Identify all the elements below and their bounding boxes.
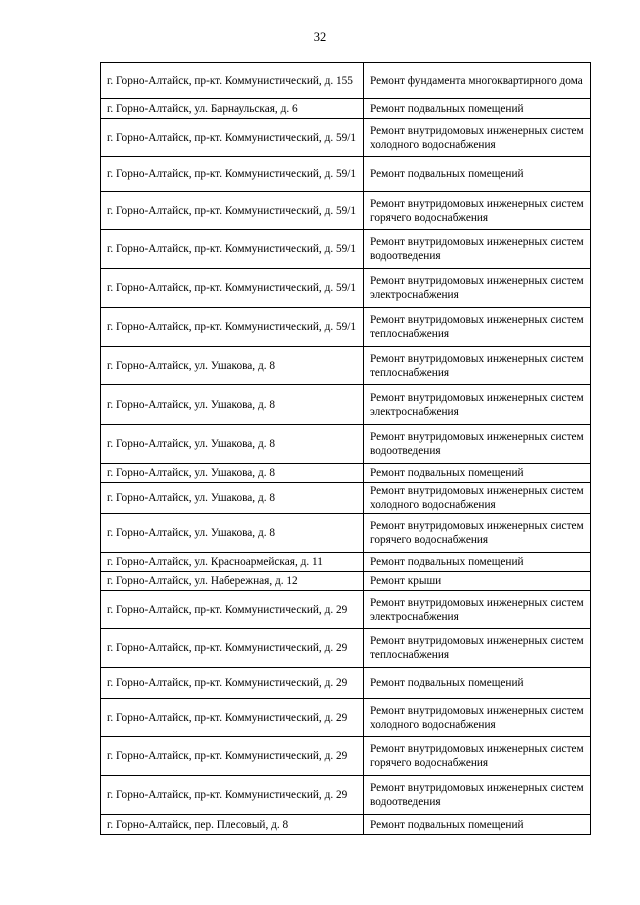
work-cell: Ремонт внутридомовых инженерных систем холодного водоснабжения xyxy=(364,483,591,514)
table-row xyxy=(101,63,591,99)
table-row xyxy=(101,157,591,192)
table-row xyxy=(101,308,591,347)
address-cell: г. Горно-Алтайск, пр-кт. Коммунистический, д. 59/1 xyxy=(101,157,364,192)
table-row xyxy=(101,815,591,835)
address-cell: г. Горно-Алтайск, пр-кт. Коммунистический, д. 59/1 xyxy=(101,192,364,230)
work-cell: Ремонт внутридомовых инженерных систем теплоснабжения xyxy=(364,629,591,668)
work-cell: Ремонт внутридомовых инженерных систем электроснабжения xyxy=(364,591,591,629)
table-row xyxy=(101,269,591,308)
address-cell: г. Горно-Алтайск, ул. Ушакова, д. 8 xyxy=(101,514,364,553)
table-row xyxy=(101,553,591,572)
work-cell: Ремонт внутридомовых инженерных систем холодного водоснабжения xyxy=(364,119,591,157)
work-cell: Ремонт внутридомовых инженерных систем горячего водоснабжения xyxy=(364,514,591,553)
address-cell: г. Горно-Алтайск, ул. Ушакова, д. 8 xyxy=(101,347,364,385)
address-cell: г. Горно-Алтайск, пр-кт. Коммунистический, д. 29 xyxy=(101,591,364,629)
page-number: 32 xyxy=(313,30,327,44)
table-body xyxy=(101,63,591,835)
work-cell: Ремонт внутридомовых инженерных систем горячего водоснабжения xyxy=(364,737,591,776)
work-cell: Ремонт подвальных помещений xyxy=(364,553,591,572)
address-cell: г. Горно-Алтайск, ул. Ушакова, д. 8 xyxy=(101,425,364,464)
table-row xyxy=(101,699,591,737)
table-row xyxy=(101,192,591,230)
table-row xyxy=(101,629,591,668)
table-row xyxy=(101,385,591,425)
table-row xyxy=(101,99,591,119)
address-cell: г. Горно-Алтайск, пр-кт. Коммунистический, д. 59/1 xyxy=(101,308,364,347)
address-cell: г. Горно-Алтайск, ул. Ушакова, д. 8 xyxy=(101,385,364,425)
work-cell: Ремонт внутридомовых инженерных систем электроснабжения xyxy=(364,385,591,425)
work-cell: Ремонт подвальных помещений xyxy=(364,668,591,699)
address-cell: г. Горно-Алтайск, ул. Ушакова, д. 8 xyxy=(101,483,364,514)
address-cell: г. Горно-Алтайск, пр-кт. Коммунистический, д. 29 xyxy=(101,737,364,776)
address-cell: г. Горно-Алтайск, ул. Красноармейская, д. 11 xyxy=(101,553,364,572)
table-row xyxy=(101,737,591,776)
address-cell: г. Горно-Алтайск, пр-кт. Коммунистический, д. 29 xyxy=(101,699,364,737)
table-row xyxy=(101,514,591,553)
address-cell: г. Горно-Алтайск, ул. Ушакова, д. 8 xyxy=(101,464,364,483)
work-cell: Ремонт подвальных помещений xyxy=(364,815,591,835)
address-cell: г. Горно-Алтайск, пр-кт. Коммунистический, д. 29 xyxy=(101,629,364,668)
work-cell: Ремонт внутридомовых инженерных систем горячего водоснабжения xyxy=(364,192,591,230)
table-row xyxy=(101,483,591,514)
repair-work-table xyxy=(100,62,591,835)
address-cell: г. Горно-Алтайск, пр-кт. Коммунистический, д. 29 xyxy=(101,668,364,699)
table-row xyxy=(101,347,591,385)
table-row xyxy=(101,776,591,815)
work-cell: Ремонт внутридомовых инженерных систем водоотведения xyxy=(364,230,591,269)
work-cell: Ремонт фундамента многоквартирного дома xyxy=(364,63,591,99)
table-row xyxy=(101,119,591,157)
table-row xyxy=(101,464,591,483)
table-row xyxy=(101,572,591,591)
work-cell: Ремонт внутридомовых инженерных систем водоотведения xyxy=(364,776,591,815)
work-cell: Ремонт крыши xyxy=(364,572,591,591)
table-row xyxy=(101,425,591,464)
work-cell: Ремонт внутридомовых инженерных систем теплоснабжения xyxy=(364,347,591,385)
address-cell: г. Горно-Алтайск, пер. Плесовый, д. 8 xyxy=(101,815,364,835)
address-cell: г. Горно-Алтайск, ул. Барнаульская, д. 6 xyxy=(101,99,364,119)
address-cell: г. Горно-Алтайск, пр-кт. Коммунистический, д. 59/1 xyxy=(101,230,364,269)
work-cell: Ремонт подвальных помещений xyxy=(364,464,591,483)
work-cell: Ремонт внутридомовых инженерных систем теплоснабжения xyxy=(364,308,591,347)
work-cell: Ремонт внутридомовых инженерных систем холодного водоснабжения xyxy=(364,699,591,737)
table-row xyxy=(101,230,591,269)
table-row xyxy=(101,591,591,629)
work-cell: Ремонт подвальных помещений xyxy=(364,157,591,192)
address-cell: г. Горно-Алтайск, пр-кт. Коммунистический, д. 29 xyxy=(101,776,364,815)
work-cell: Ремонт внутридомовых инженерных систем водоотведения xyxy=(364,425,591,464)
address-cell: г. Горно-Алтайск, пр-кт. Коммунистический, д. 59/1 xyxy=(101,269,364,308)
work-cell: Ремонт подвальных помещений xyxy=(364,99,591,119)
address-cell: г. Горно-Алтайск, пр-кт. Коммунистический, д. 59/1 xyxy=(101,119,364,157)
work-cell: Ремонт внутридомовых инженерных систем электроснабжения xyxy=(364,269,591,308)
address-cell: г. Горно-Алтайск, пр-кт. Коммунистический, д. 155 xyxy=(101,63,364,99)
address-cell: г. Горно-Алтайск, ул. Набережная, д. 12 xyxy=(101,572,364,591)
table-row xyxy=(101,668,591,699)
